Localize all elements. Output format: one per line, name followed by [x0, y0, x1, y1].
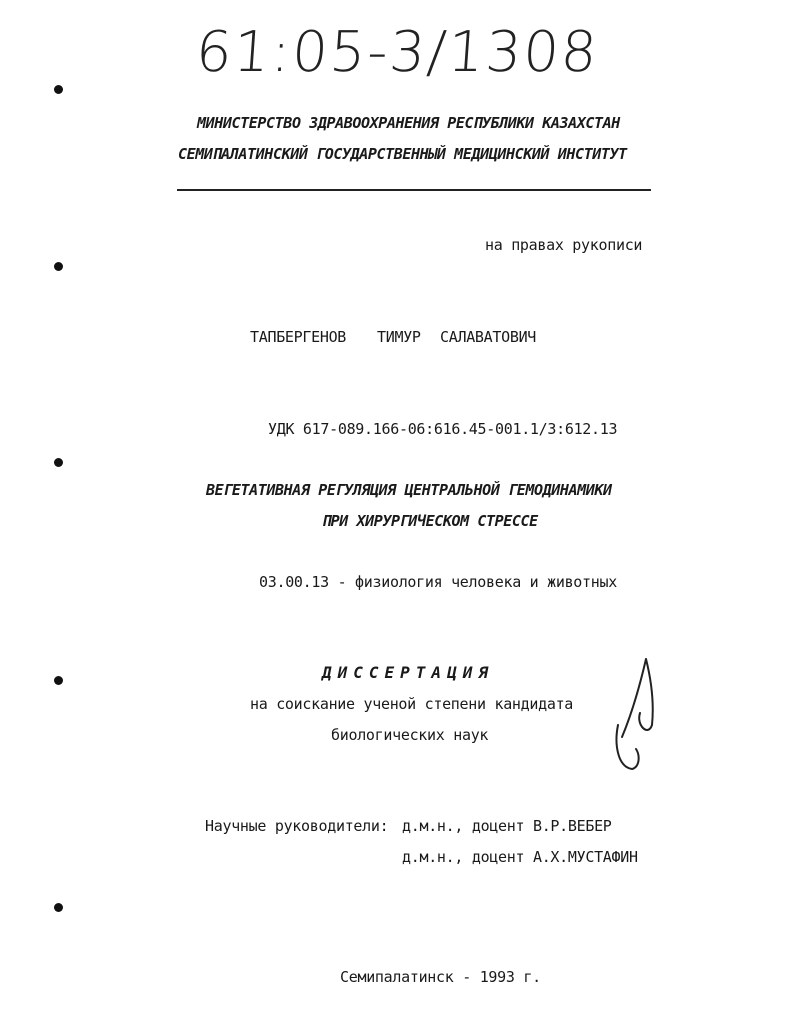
title-line-1: ВЕГЕТАТИВНАЯ РЕГУЛЯЦИЯ ЦЕНТРАЛЬНОЙ ГЕМОДИНАМИКИ: [206, 481, 612, 499]
title-line-2: ПРИ ХИРУРГИЧЕСКОМ СТРЕССЕ: [322, 512, 538, 530]
binding-hole-mark: [54, 458, 63, 467]
dissertation-word: ДИССЕРТАЦИЯ: [322, 663, 494, 682]
place-year: Семипалатинск - 1993 г.: [340, 968, 541, 986]
author-patronymic: САЛАВАТОВИЧ: [440, 328, 537, 346]
degree-line-1: на соискание ученой степени кандидата: [250, 695, 574, 713]
institute-heading: СЕМИПАЛАТИНСКИЙ ГОСУДАРСТВЕННЫЙ МЕДИЦИНСКИЙ ИНСТИТУТ: [178, 145, 627, 163]
ministry-heading: МИНИСТЕРСТВО ЗДРАВООХРАНЕНИЯ РЕСПУБЛИКИ КАЗАХСТАН: [197, 114, 620, 132]
supervisor-1: д.м.н., доцент В.Р.ВЕБЕР: [402, 817, 612, 835]
binding-hole-mark: [54, 262, 63, 271]
degree-line-2: биологических наук: [331, 726, 489, 744]
supervisor-2: д.м.н., доцент А.Х.МУСТАФИН: [402, 848, 638, 866]
author-name: ТИМУР: [377, 328, 421, 346]
binding-hole-mark: [54, 676, 63, 685]
signature-mark: [610, 655, 670, 775]
archive-code-handwritten: 61:05-3/1308: [193, 20, 601, 85]
binding-hole-mark: [54, 903, 63, 912]
binding-hole-mark: [54, 85, 63, 94]
specialty-code: 03.00.13 - физиология человека и животных: [259, 573, 617, 591]
manuscript-note: на правах рукописи: [485, 236, 643, 254]
author-surname: ТАПБЕРГЕНОВ: [250, 328, 347, 346]
supervisors-label: Научные руководители:: [205, 817, 389, 835]
header-divider: [177, 189, 651, 191]
udc-code: УДК 617-089.166-06:616.45-001.1/3:612.13: [268, 420, 618, 438]
